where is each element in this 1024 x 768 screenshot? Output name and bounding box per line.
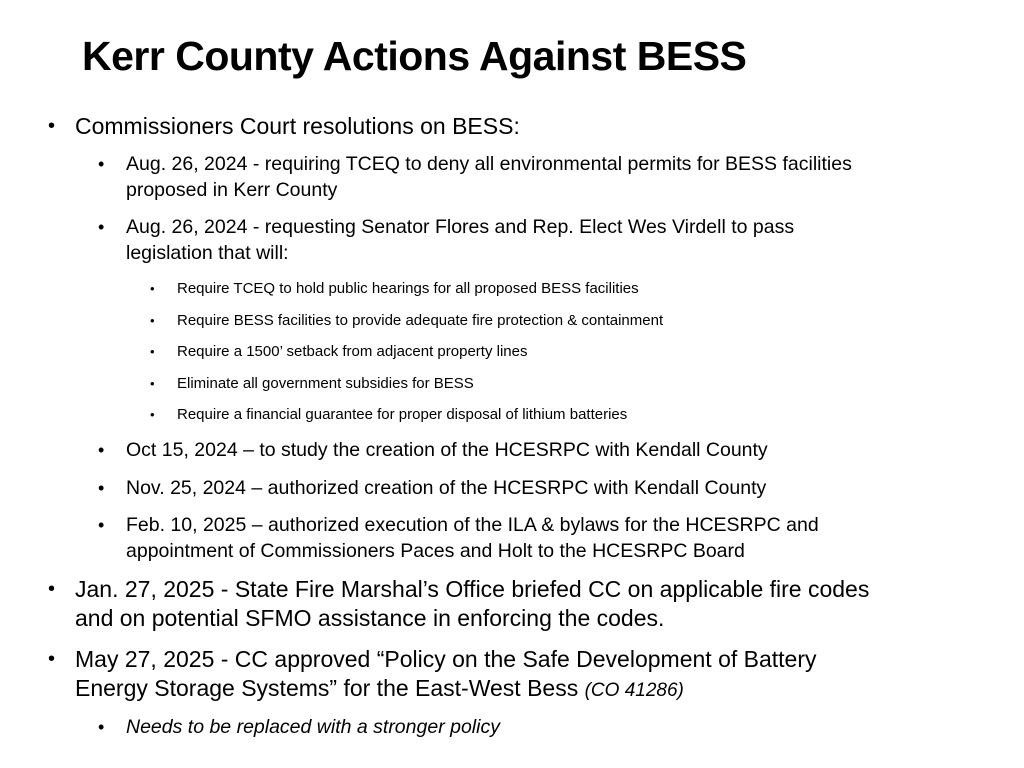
bullet-dot: • — [98, 440, 105, 460]
slide-title: Kerr County Actions Against BESS — [82, 33, 747, 79]
bullet-dot: • — [98, 154, 105, 174]
bullet-text: Nov. 25, 2024 – authorized creation of the HCESRPC with Kendall County — [126, 477, 767, 499]
bullet-text: Commissioners Court resolutions on BESS: — [75, 113, 520, 139]
bullet-dot: • — [150, 344, 155, 359]
bullet-text-continued: proposed in Kerr County — [126, 179, 338, 201]
bullet-dot: • — [150, 407, 155, 422]
bullet-text: Require a financial guarantee for proper disposal of lithium batteries — [177, 406, 628, 423]
bullet-text: Aug. 26, 2024 - requiring TCEQ to deny all environmental permits for BESS facilities — [126, 153, 852, 175]
bullet-dot: • — [150, 376, 155, 391]
bullet-text-continued: and on potential SFMO assistance in enforcing the codes. — [75, 605, 665, 631]
bullet-dot: • — [150, 313, 155, 328]
bullet-text: Require TCEQ to hold public hearings for all proposed BESS facilities — [177, 280, 639, 297]
bullet-dot: • — [150, 281, 155, 296]
bullet-dot: • — [98, 515, 105, 535]
bullet-dot: • — [98, 717, 105, 737]
bullet-text: Require a 1500’ setback from adjacent property lines — [177, 343, 528, 360]
bullet-text-continued — [75, 674, 817, 705]
bullet-dot: • — [48, 578, 56, 600]
bullet-dot: • — [48, 648, 56, 670]
bullet-text: Require BESS facilities to provide adequate fire protection & containment — [177, 312, 664, 329]
bullet-text-continued: appointment of Commissioners Paces and Holt to the HCESRPC Board — [126, 540, 745, 562]
bullet-text: Jan. 27, 2025 - State Fire Marshal’s Office briefed CC on applicable fire codes — [75, 576, 870, 602]
bullet-dot: • — [48, 115, 56, 137]
bullet-dot: • — [98, 478, 105, 498]
bullet-text: Oct 15, 2024 – to study the creation of the HCESRPC with Kendall County — [126, 439, 768, 461]
bullet-text-continued: legislation that will: — [126, 242, 289, 264]
bullet-text: Aug. 26, 2024 - requesting Senator Flores and Rep. Elect Wes Virdell to pass — [126, 216, 795, 238]
bullet-dot: • — [98, 217, 105, 237]
bullet-text-line: Energy Storage Systems” for the East-West Bess — [75, 675, 579, 701]
bullet-text: Needs to be replaced with a stronger policy — [126, 716, 500, 738]
bullet-text: Eliminate all government subsidies for BESS — [177, 375, 474, 392]
case-number: (CO 41286) — [584, 680, 684, 701]
bullet-text: May 27, 2025 - CC approved “Policy on the Safe Development of Battery — [75, 646, 817, 672]
bullet-text: Feb. 10, 2025 – authorized execution of the ILA & bylaws for the HCESRPC and — [126, 514, 819, 536]
